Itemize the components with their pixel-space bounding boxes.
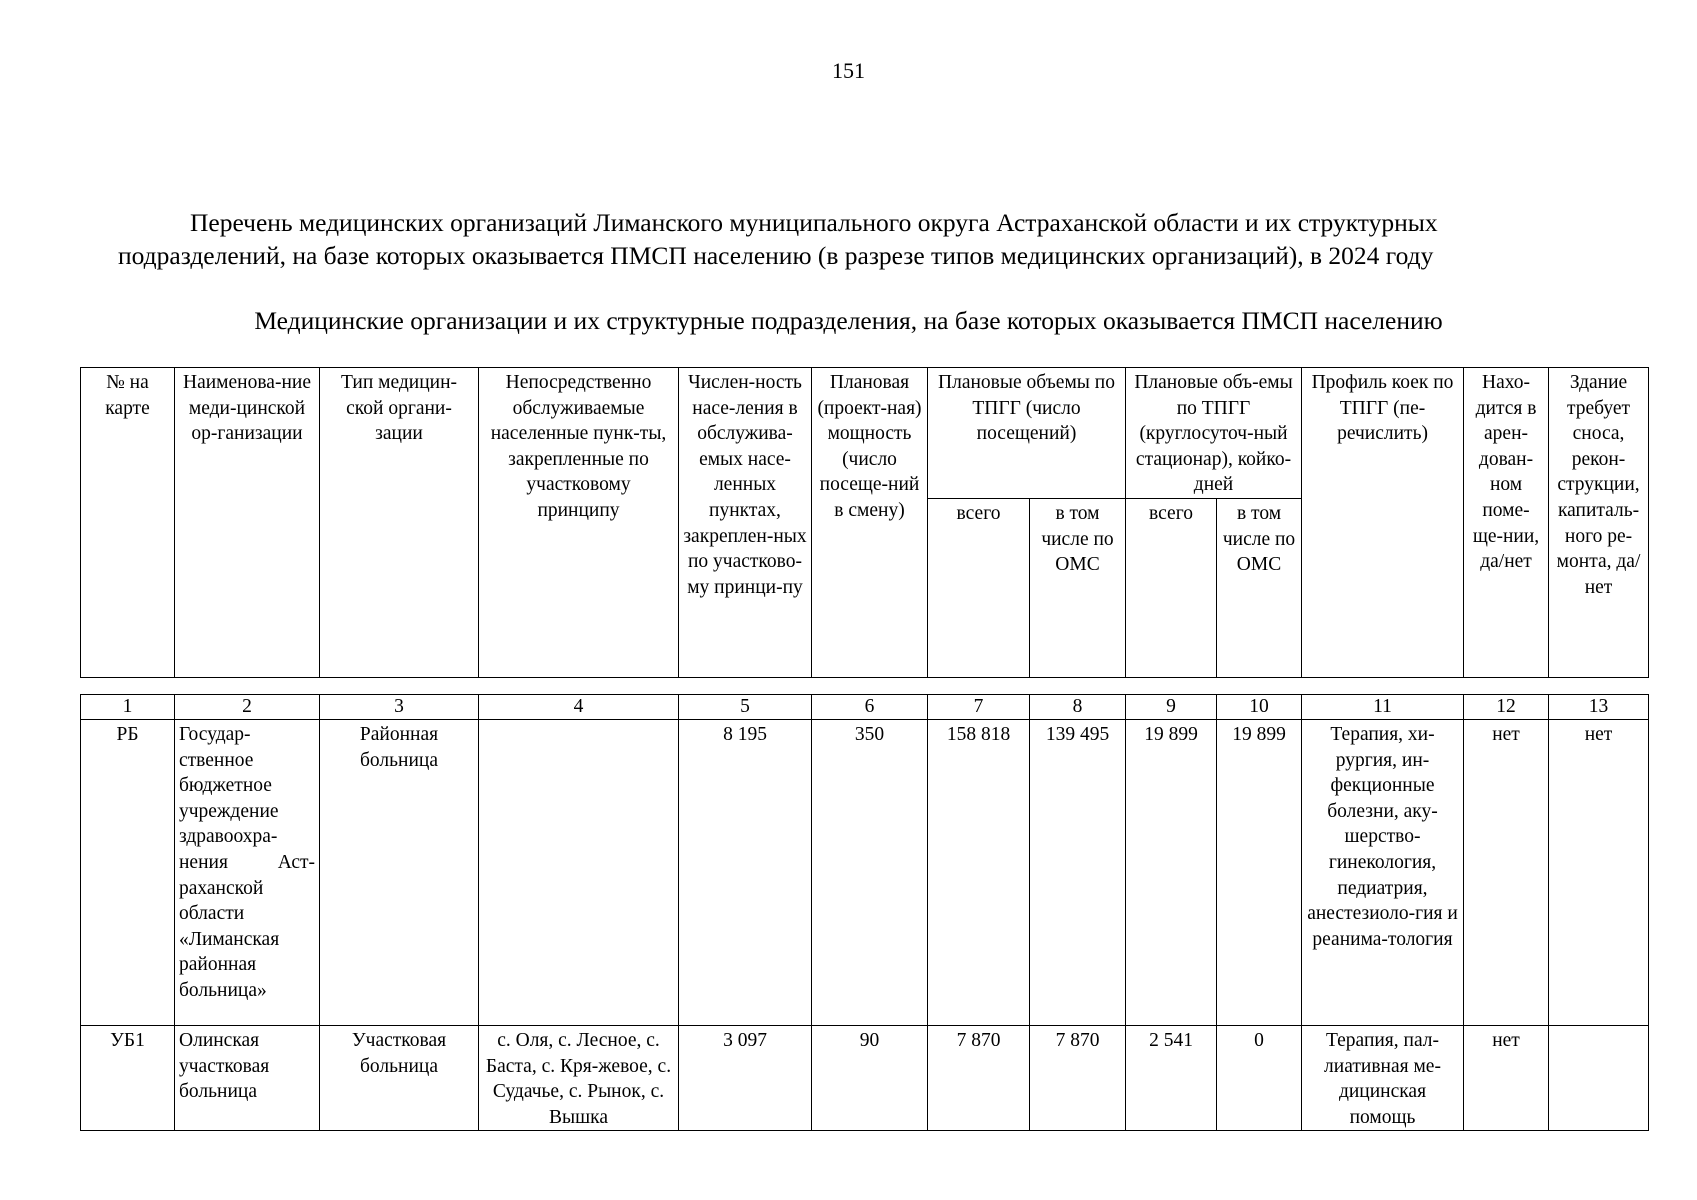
cell-bed-days-oms: 0 (1217, 1026, 1302, 1131)
cell-building-repair (1549, 1026, 1649, 1131)
column-number: 3 (320, 695, 479, 720)
cell-bed-profile: Терапия, хи-рургия, ин-фекционные болезни, аку-шерство-гинекология, педиатрия, анестезиоло-гия и реанима-тология (1302, 720, 1464, 1026)
cell-rented-premises: нет (1464, 720, 1549, 1026)
cell-population: 8 195 (679, 720, 812, 1026)
table-row (81, 720, 1649, 1026)
cell-bed-days-oms: 19 899 (1217, 720, 1302, 1026)
cell-bed-profile: Терапия, пал-лиативная ме-дицинская помощь (1302, 1026, 1464, 1131)
cell-served-settlements: с. Оля, с. Лесное, с. Баста, с. Кря-жевое, с. Судачье, с. Рынок, с. Вышка (479, 1026, 679, 1131)
column-number: 6 (812, 695, 928, 720)
title-line-1: Перечень медицинских организаций Лиманского муниципального округа Астраханской области и их структурных (190, 208, 1438, 237)
title-line-2: подразделений, на базе которых оказывается ПМСП населению (в разрезе типов медицинских организаций), в 2024 году (118, 241, 1434, 270)
cell-served-settlements (479, 720, 679, 1026)
column-number: 4 (479, 695, 679, 720)
cell-bed-days-total: 2 541 (1126, 1026, 1217, 1131)
header-served-settlements: Непосредственно обслуживаемые населенные пунк-ты, закрепленные по участковому принципу (479, 368, 679, 678)
cell-map-number: РБ (81, 720, 175, 1026)
document-subtitle: Медицинские организации и их структурные подразделения, на базе которых оказывается ПМСП населению (254, 306, 1443, 335)
column-number: 11 (1302, 695, 1464, 720)
header-visits-oms: в том числе по ОМС (1030, 498, 1126, 677)
cell-building-repair: нет (1549, 720, 1649, 1026)
column-number: 12 (1464, 695, 1549, 720)
column-number: 1 (81, 695, 175, 720)
column-number: 13 (1549, 695, 1649, 720)
header-building-repair: Здание требует сноса, рекон-струкции, капиталь-ного ре-монта, да/нет (1549, 368, 1649, 678)
column-number: 9 (1126, 695, 1217, 720)
column-number: 2 (175, 695, 320, 720)
cell-organization-type: Участковая больница (320, 1026, 479, 1131)
cell-visits-oms: 139 495 (1030, 720, 1126, 1026)
header-bed-profile: Профиль коек по ТПГГ (пе-речислить) (1302, 368, 1464, 678)
column-number: 7 (928, 695, 1030, 720)
data-table (80, 694, 1649, 1131)
column-number: 10 (1217, 695, 1302, 720)
header-bed-days-oms: в том числе по ОМС (1217, 498, 1302, 677)
cell-population: 3 097 (679, 1026, 812, 1131)
cell-planned-capacity: 350 (812, 720, 928, 1026)
column-number: 8 (1030, 695, 1126, 720)
cell-visits-total: 7 870 (928, 1026, 1030, 1131)
cell-organization-type: Районная больница (320, 720, 479, 1026)
header-map-number: № на карте (81, 368, 175, 678)
cell-organization-name: Государ-ственное бюджетное учреждение здравоохра-нения Аст-раханской области «Лиманская районная больница» (175, 720, 320, 1026)
header-table (80, 367, 1649, 678)
header-organization-name: Наименова-ние меди-цинской ор-ганизации (175, 368, 320, 678)
cell-map-number: УБ1 (81, 1026, 175, 1131)
header-planned-capacity: Плановая (проект-ная) мощность (число посеще-ний в смену) (812, 368, 928, 678)
header-planned-visits: Плановые объемы по ТПГГ (число посещений) (928, 368, 1126, 499)
column-number-row (81, 695, 1649, 720)
page-number: 151 (832, 58, 865, 83)
header-bed-days-total: всего (1126, 498, 1217, 677)
header-visits-total: всего (928, 498, 1030, 677)
column-number: 5 (679, 695, 812, 720)
cell-visits-total: 158 818 (928, 720, 1030, 1026)
header-population: Числен-ность насе-ления в обслужива-емых насе-ленных пунктах, закреплен-ных по участково-му принци-пу (679, 368, 812, 678)
document-title (118, 206, 1588, 272)
header-rented-premises: Нахо-дится в арен-дован-ном поме-ще-нии, да/нет (1464, 368, 1549, 678)
table-row (81, 1026, 1649, 1131)
header-organization-type: Тип медицин-ской органи-зации (320, 368, 479, 678)
cell-visits-oms: 7 870 (1030, 1026, 1126, 1131)
cell-planned-capacity: 90 (812, 1026, 928, 1131)
cell-bed-days-total: 19 899 (1126, 720, 1217, 1026)
cell-organization-name: Олинская участковая больница (175, 1026, 320, 1131)
header-planned-bed-days: Плановые объ-емы по ТПГГ (круглосуточ-ный стационар), койко-дней (1126, 368, 1302, 499)
cell-rented-premises: нет (1464, 1026, 1549, 1131)
